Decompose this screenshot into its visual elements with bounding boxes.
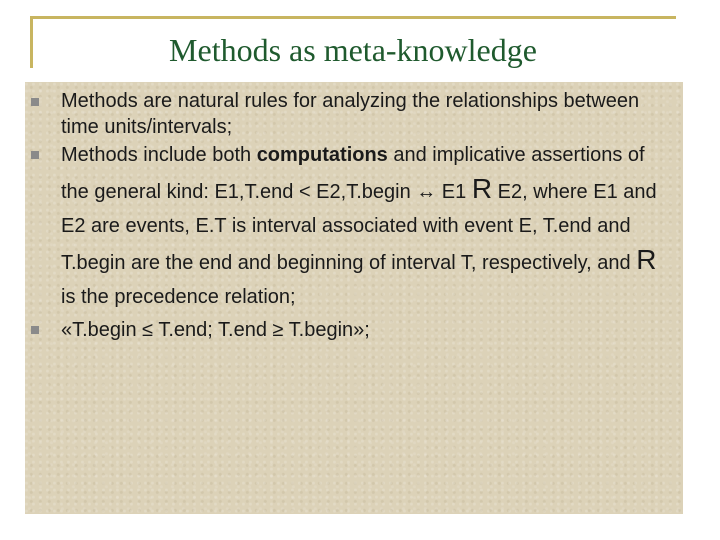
bullet-bold-term: computations [256, 144, 388, 166]
relation-symbol: R [471, 173, 493, 204]
list-item [26, 88, 666, 140]
double-arrow-icon: ↔ [416, 181, 437, 203]
square-bullet-icon [31, 151, 39, 159]
slide-title: Methods as meta-knowledge [169, 32, 537, 68]
bullet-text-part: E1 [436, 181, 472, 203]
bullet-text: Methods are natural rules for analyzing the relationships between time units/intervals; [61, 90, 640, 138]
list-item [26, 138, 666, 314]
bullet-text-part: and implicative assertions of the general kind: E1,T.end < E2,T.begin [61, 144, 645, 203]
relation-symbol: R [636, 244, 657, 275]
square-bullet-icon [31, 98, 39, 106]
bullet-text: «T.begin ≤ T.end; T.end ≥ T.begin»; [61, 319, 370, 341]
square-bullet-icon [31, 326, 39, 334]
list-item [26, 312, 666, 348]
bullet-text-part: is the precedence relation; [61, 286, 296, 308]
bullet-list [26, 88, 666, 348]
bullet-text-part: E2, where E1 and E2 are events, E.T is interval associated with event E, T.end and T.begin are the end and beginning of interval T, respectively, and [61, 181, 657, 274]
bullet-text-part: Methods include both [61, 144, 257, 166]
